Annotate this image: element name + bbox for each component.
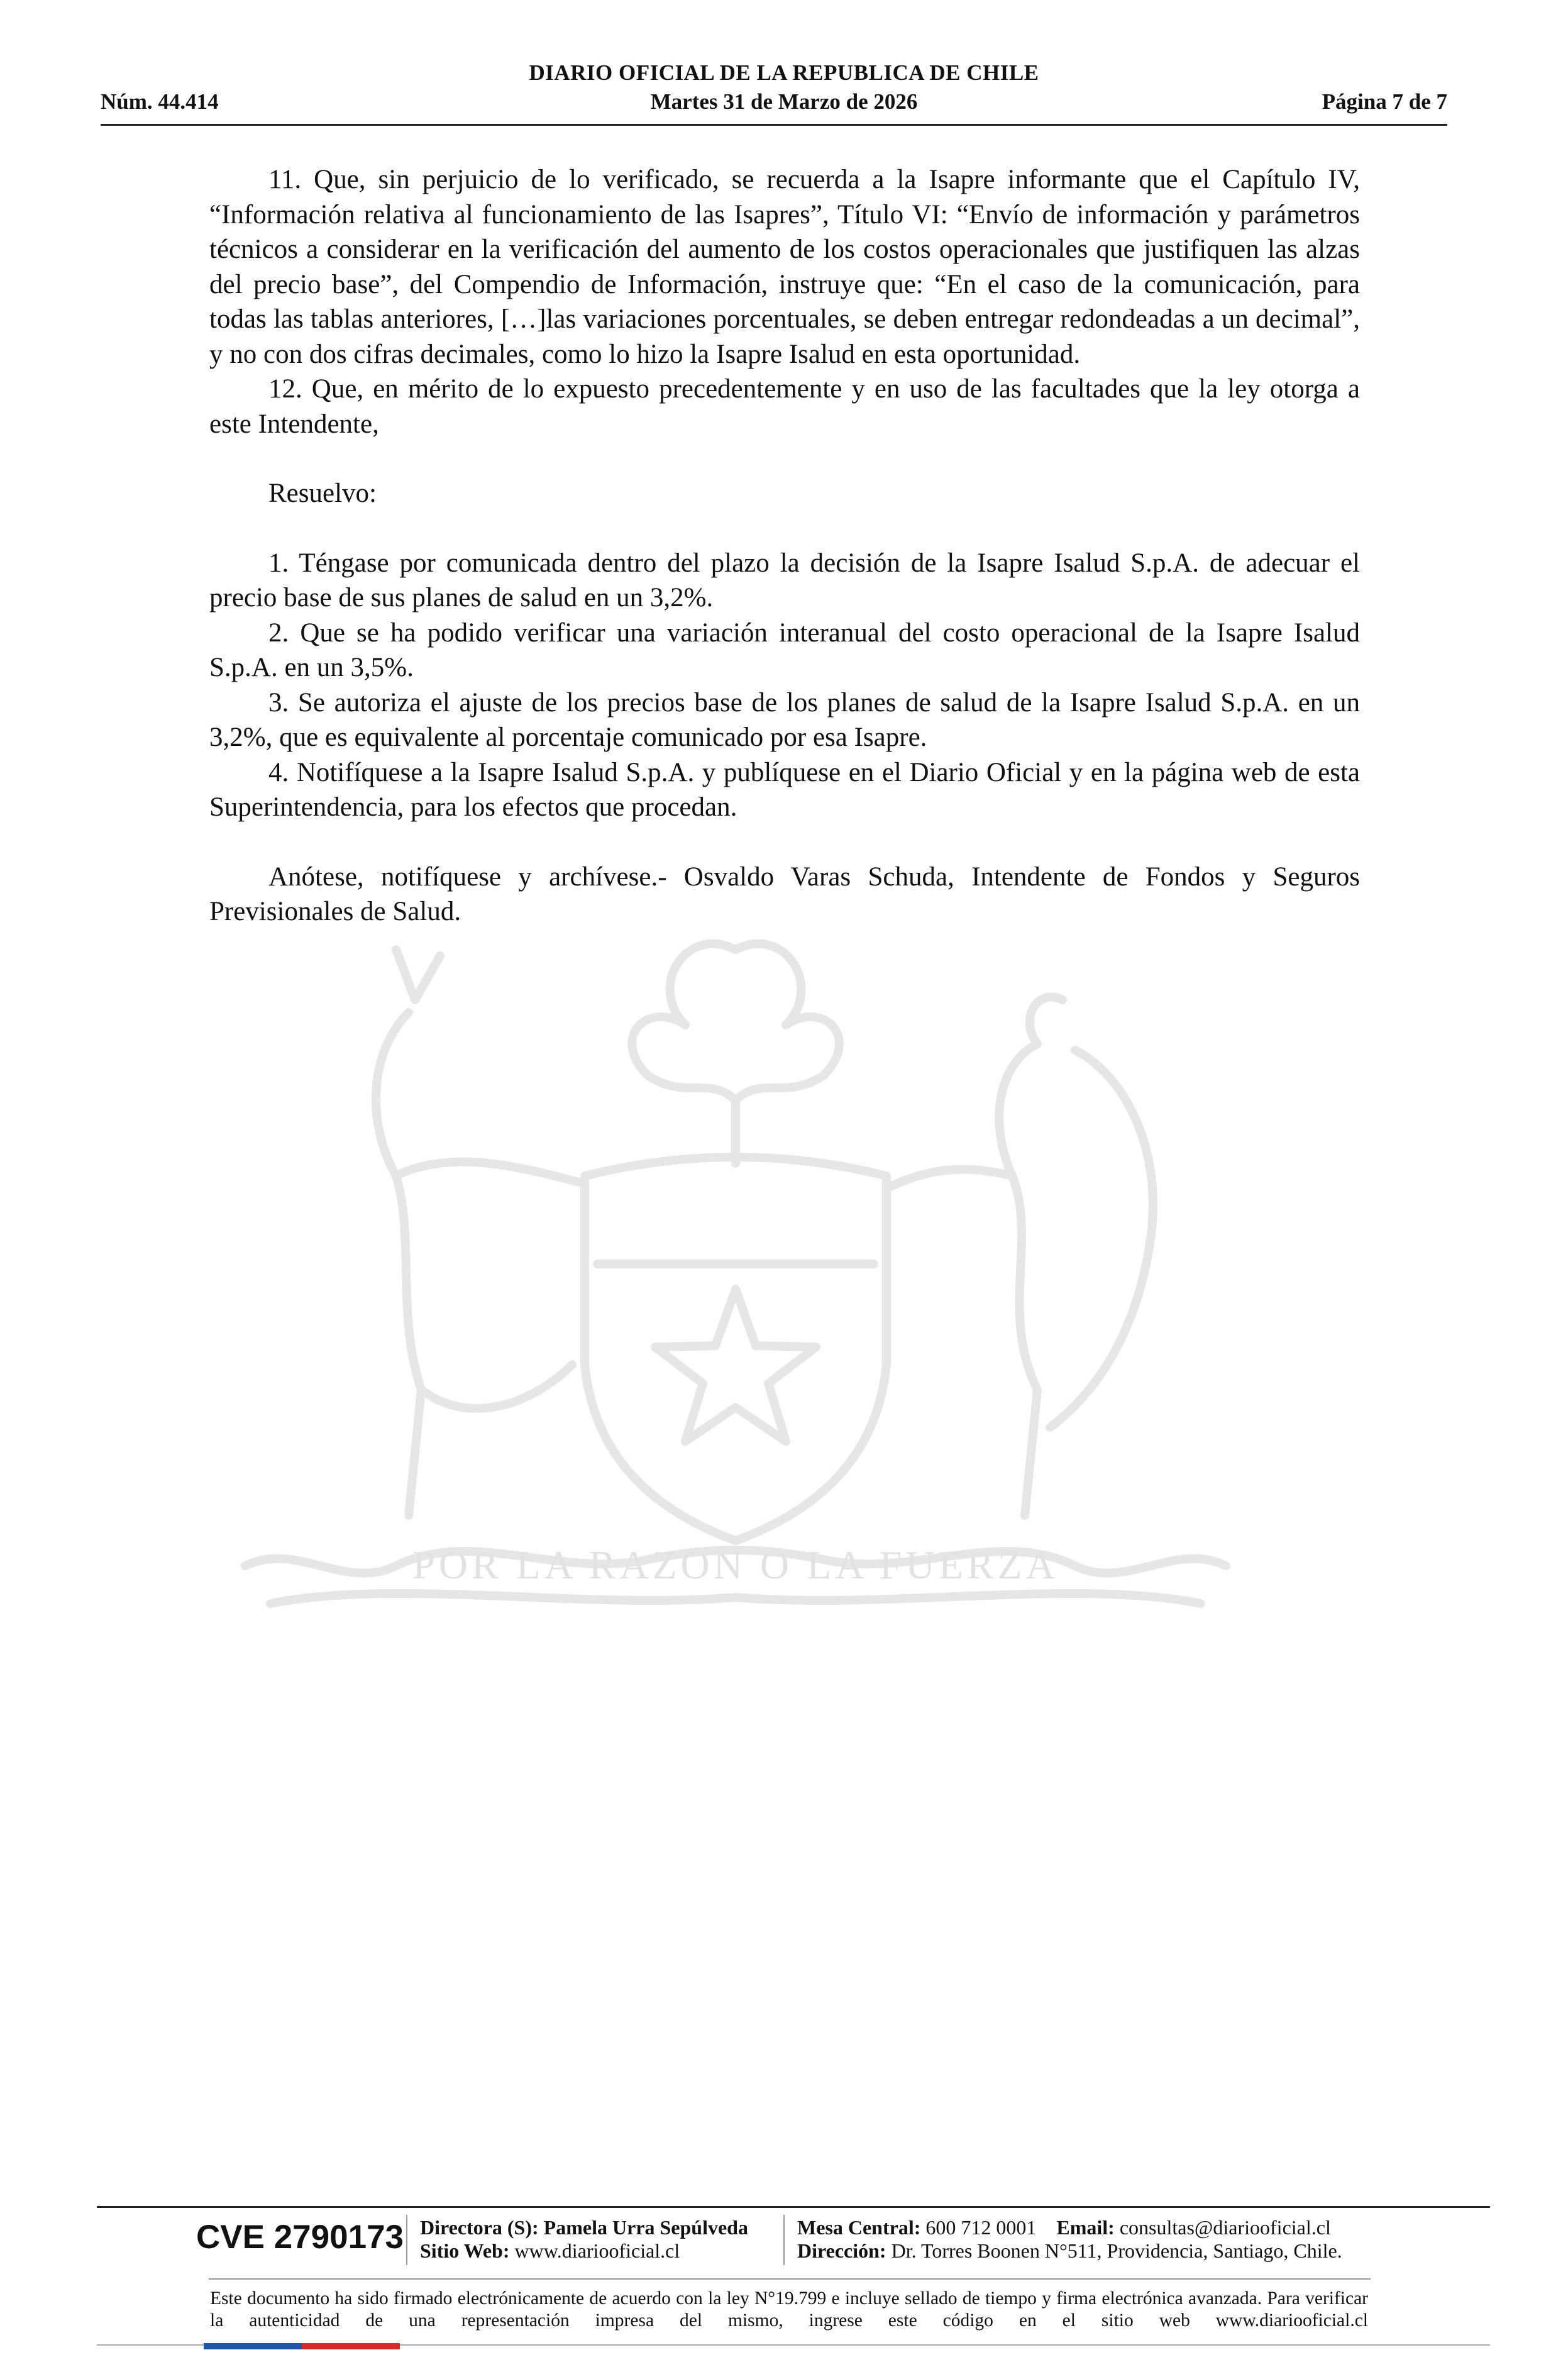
cve-code: CVE 2790173 — [196, 2219, 404, 2256]
issue-number: Núm. 44.414 — [101, 89, 219, 114]
seal-motto: POR LA RAZON O LA FUERZA — [412, 1543, 1059, 1587]
resolution-body — [209, 162, 1360, 929]
header-divider — [101, 124, 1447, 126]
directora-label: Directora (S): — [420, 2216, 539, 2239]
footer-separator — [406, 2215, 407, 2265]
email-link[interactable]: consultas@diariooficial.cl — [1119, 2216, 1331, 2239]
resuelvo-heading: Resuelvo: — [268, 479, 377, 508]
resolution-item-4: 4. Notifíquese a la Isapre Isalud S.p.A. y publíquese en el Diario Oficial y en la página web de esta Superintendencia, para los efectos que procedan. — [209, 757, 1360, 822]
footer-separator — [783, 2215, 785, 2265]
direccion-value: Dr. Torres Boonen N°511, Providencia, Santiago, Chile. — [891, 2239, 1342, 2262]
coat-of-arms-watermark — [207, 912, 1264, 1679]
paragraph-12: 12. Que, en mérito de lo expuesto precedentemente y en uso de las facultades que la ley otorga a este Intendente, — [209, 374, 1360, 439]
mesa-phone: 600 712 0001 — [925, 2216, 1037, 2239]
authenticity-note: Este documento ha sido firmado electrónicamente de acuerdo con la ley N°19.799 e incluye sellado de tiempo y firma electrónica avanzada. Para verificar la autenticidad de una representación impresa del mismo, ingrese este código en el sitio web www.diariooficial.cl — [210, 2288, 1368, 2331]
resolution-item-2: 2. Que se ha podido verificar una variación interanual del costo operacional de la Isapre Isalud S.p.A. en un 3,5%. — [209, 618, 1360, 682]
web-link[interactable]: www.diariooficial.cl — [514, 2239, 680, 2262]
footer-divider — [97, 2206, 1490, 2208]
email-label: Email: — [1056, 2216, 1115, 2239]
publication-title: DIARIO OFICIAL DE LA REPUBLICA DE CHILE — [529, 60, 1039, 85]
footer-editor-block — [420, 2216, 748, 2263]
flag-stripe-blue — [204, 2343, 302, 2349]
direccion-label: Dirección: — [797, 2239, 886, 2262]
issue-date: Martes 31 de Marzo de 2026 — [650, 89, 918, 114]
flag-stripe-red — [302, 2343, 400, 2349]
footer-note-divider — [209, 2278, 1371, 2280]
resolution-item-1: 1. Téngase por comunicada dentro del plazo la decisión de la Isapre Isalud S.p.A. de adecuar el precio base de sus planes de salud en un 3,2%. — [209, 548, 1360, 613]
page-indicator: Página 7 de 7 — [1322, 89, 1447, 114]
paragraph-11: 11. Que, sin perjuicio de lo verificado, se recuerda a la Isapre informante que el Capítulo IV, “Información relativa al funcionamiento de las Isapres”, Título VI: “Envío de información y parámetros técnicos a considerar en la verificación del aumento de los costos operacionales que justifiquen las alzas del precio base”, del Compendio de Información, instruye que: “En el caso de la comunicación, para todas las tablas anteriores, […]las variaciones porcentuales, se deben entregar redondeadas a un decimal”, y no con dos cifras decimales, como lo hizo la Isapre Isalud en esta oportunidad. — [209, 165, 1360, 369]
directora-name: Pamela Urra Sepúlveda — [543, 2216, 748, 2239]
closing-signature: Anótese, notifíquese y archívese.- Osvaldo Varas Schuda, Intendente de Fondos y Seguros Previsionales de Salud. — [209, 862, 1360, 926]
resolution-item-3: 3. Se autoriza el ajuste de los precios base de los planes de salud de la Isapre Isalud S.p.A. en un 3,2%, que es equivalente al porcentaje comunicado por esa Isapre. — [209, 687, 1360, 752]
web-label: Sitio Web: — [420, 2239, 510, 2262]
mesa-label: Mesa Central: — [797, 2216, 921, 2239]
footer-contact-block — [797, 2216, 1342, 2263]
